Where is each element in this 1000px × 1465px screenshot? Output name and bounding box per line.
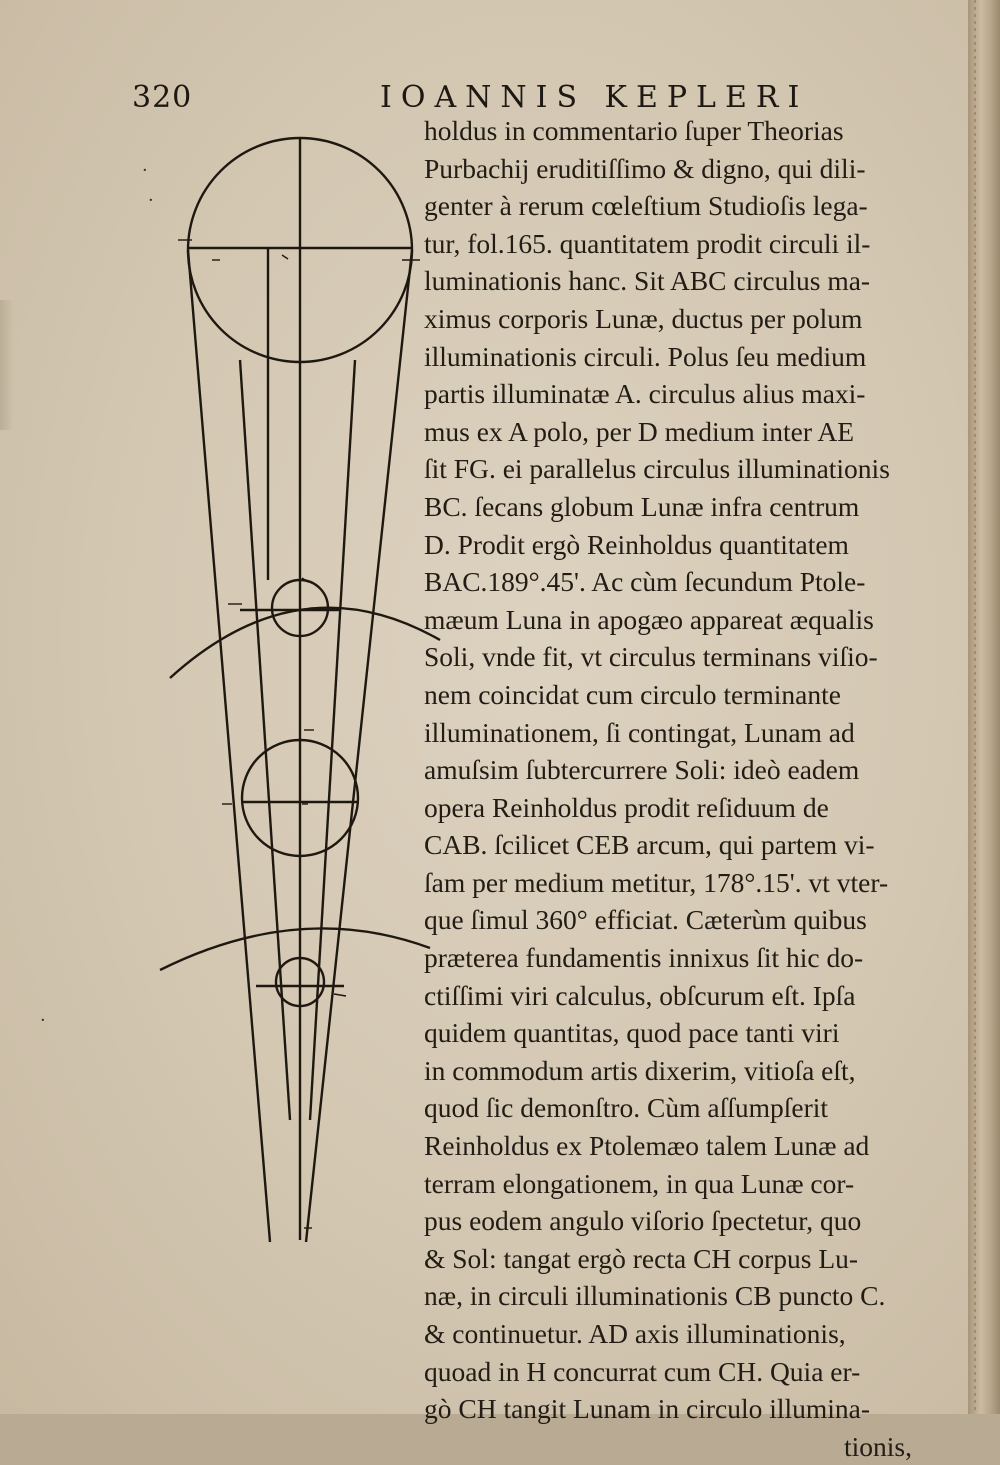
text-line: CAB. ſcilicet CEB arcum, qui partem vi- <box>424 829 875 861</box>
tick-mark <box>282 255 288 259</box>
arc-1 <box>170 608 440 678</box>
cone-right <box>306 250 412 1242</box>
text-line: terram elongationem, in qua Lunæ cor- <box>424 1167 855 1199</box>
tick-mark <box>334 994 346 996</box>
text-line: ximus corporis Lunæ, ductus per polum <box>424 302 863 334</box>
text-line: D. Prodit ergò Reinholdus quantitatem <box>424 528 849 560</box>
page-edge <box>968 0 1000 1414</box>
text-line: quoad in H concurrat cum CH. Quia er- <box>424 1355 861 1387</box>
text-line: BC. ſecans globum Lunæ infra centrum <box>424 490 860 522</box>
text-line: præterea fundamentis innixus ſit hic do- <box>424 942 864 974</box>
text-line: holdus in commentario ſuper Theorias <box>424 115 844 146</box>
text-line: pus eodem angulo viſorio ſpectetur, quo <box>424 1205 862 1237</box>
text-line: ctiſſimi viri calculus, obſcurum eſt. Ipſa <box>424 979 856 1011</box>
text-line: nem coincidat cum circulo terminante <box>424 678 841 710</box>
text-line: Purbachij eruditiſſimo & digno, qui dili- <box>424 152 866 184</box>
text-line: & Sol: tangat ergò recta CH corpus Lu- <box>424 1242 859 1274</box>
text-line: Soli, vnde fit, vt circulus terminans viſio- <box>424 641 878 673</box>
text-line: quod ſic demonſtro. Cùm aſſumpſerit <box>424 1092 829 1124</box>
page-number: 320 <box>132 80 193 115</box>
arc-2 <box>160 928 430 970</box>
text-line: Reinholdus ex Ptolemæo talem Lunæ ad <box>424 1130 870 1162</box>
binding-tab <box>0 300 14 430</box>
text-line: luminationis hanc. Sit ABC circulus ma- <box>424 265 871 297</box>
text-line: mus ex A polo, per D medium inter AE <box>424 415 855 447</box>
catchword: tionis, <box>844 1430 912 1462</box>
body-text <box>424 112 919 1465</box>
figure-svg <box>140 120 430 1260</box>
margin-mark: · <box>142 160 148 181</box>
margin-mark: · <box>40 1010 46 1031</box>
text-line: mæum Luna in apogæo appareat æqualis <box>424 603 874 635</box>
text-line: partis illuminatæ A. circulus alius maxi- <box>424 378 866 410</box>
geometric-figure <box>140 120 430 1260</box>
text-line: quidem quantitas, quod pace tanti viri <box>424 1017 840 1049</box>
text-line: que ſimul 360° efficiat. Cæterùm quibus <box>424 904 867 936</box>
text-line: ſam per medium metitur, 178°.15'. vt vter- <box>424 866 889 898</box>
text-line: & continuetur. AD axis illuminationis, <box>424 1318 846 1349</box>
text-line: opera Reinholdus prodit reſiduum de <box>424 791 829 823</box>
running-head: IOANNIS KEPLERI <box>380 80 809 115</box>
text-line: ſit FG. ei parallelus circulus illuminationis <box>424 453 890 485</box>
text-line: genter à rerum cœleſtium Studioſis lega- <box>424 190 868 222</box>
text-line: gò CH tangit Lunam in circulo illumina- <box>424 1393 871 1425</box>
text-line: amuſsim ſubtercurrere Soli: ideò eadem <box>424 754 860 786</box>
text-line: in commodum artis dixerim, vitioſa eſt, <box>424 1054 856 1086</box>
cone-left <box>188 250 270 1242</box>
text-line: illuminationem, ſi contingat, Lunam ad <box>424 716 855 748</box>
inner-line-left <box>240 360 290 1120</box>
inner-line-right <box>310 360 355 1120</box>
text-line: BAC.189°.45'. Ac cùm ſecundum Ptole- <box>424 566 866 598</box>
text-line: tur, fol.165. quantitatem prodit circuli il- <box>424 227 871 259</box>
text-line: næ, in circuli illuminationis CB puncto C. <box>424 1280 886 1312</box>
text-line: illuminationis circuli. Polus ſeu medium <box>424 340 867 372</box>
margin-mark: · <box>148 190 154 211</box>
